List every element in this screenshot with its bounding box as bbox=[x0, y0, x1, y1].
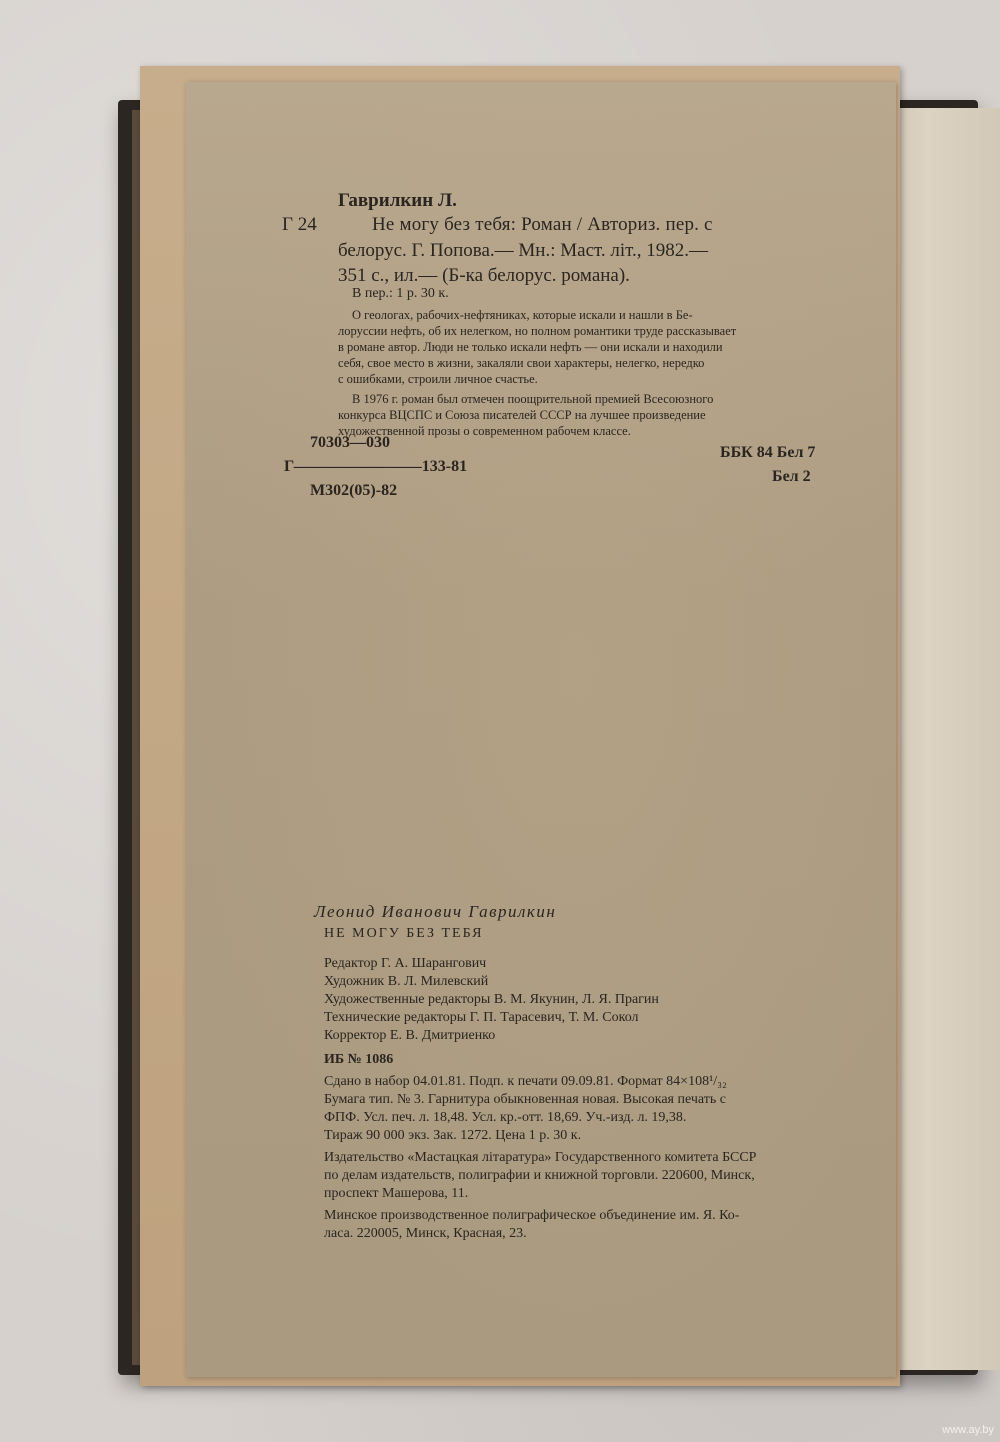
code-mid: Г————————133-81 bbox=[284, 458, 468, 475]
publisher-line: Издательство «Мастацкая літаратура» Государственного комитета БССР bbox=[324, 1150, 757, 1165]
annotation-line: с ошибками, строили личное счастье. bbox=[338, 372, 538, 386]
print-info-line: Сдано в набор 04.01.81. Подп. к печати 09.09.81. Формат 84×108¹/₃₂ bbox=[324, 1074, 727, 1089]
award-line: В 1976 г. роман был отмечен поощрительной премией Всесоюзного bbox=[352, 392, 714, 406]
credit-line: Художественные редакторы В. М. Якунин, Л. Я. Прагин bbox=[324, 992, 659, 1007]
credit-line: Редактор Г. А. Шарангович bbox=[324, 956, 487, 971]
publisher-line: проспект Машерова, 11. bbox=[324, 1186, 469, 1201]
printer-line: ласа. 220005, Минск, Красная, 23. bbox=[324, 1226, 527, 1241]
catalog-line-2: белорус. Г. Попова.— Мн.: Маст. літ., 1982.— bbox=[338, 240, 709, 261]
print-info-line: Бумага тип. № 3. Гарнитура обыкновенная новая. Высокая печать с bbox=[324, 1092, 726, 1107]
book-page bbox=[186, 82, 896, 1377]
credit-line: Художник В. Л. Милевский bbox=[324, 974, 489, 989]
bbk-index-1: ББК 84 Бел 7 bbox=[720, 444, 816, 461]
code-bottom: М302(05)-82 bbox=[310, 482, 398, 499]
print-info-line: ФПФ. Усл. печ. л. 18,48. Усл. кр.-отт. 18,69. Уч.-изд. л. 19,38. bbox=[324, 1110, 687, 1125]
award-line: конкурса ВЦСПС и Союза писателей СССР на лучшее произведение bbox=[338, 408, 706, 422]
printer-line: Минское производственное полиграфическое объединение им. Я. Ко- bbox=[324, 1208, 740, 1223]
annotation-line: в романе автор. Люди не только искали нефть — они искали и находили bbox=[338, 340, 723, 354]
catalog-line-1: Не могу без тебя: Роман / Авториз. пер. с bbox=[372, 214, 713, 235]
author-heading: Гаврилкин Л. bbox=[338, 190, 457, 211]
bbk-index-2: Бел 2 bbox=[772, 468, 811, 485]
print-info-line: Тираж 90 000 экз. Зак. 1272. Цена 1 р. 30 к. bbox=[324, 1128, 582, 1143]
annotation-line: лоруссии нефть, об их нелегком, но полном романтики труде рассказывает bbox=[338, 324, 737, 338]
catalog-line-3: 351 с., ил.— (Б-ка белорус. романа). bbox=[338, 265, 630, 286]
credit-line: Технические редакторы Г. П. Тарасевич, Т. М. Сокол bbox=[324, 1010, 639, 1025]
catalog-index: Г 24 bbox=[282, 214, 317, 235]
annotation-line: О геологах, рабочих-нефтяниках, которые искали и нашли в Бе- bbox=[352, 308, 693, 322]
colophon-author: Леонид Иванович Гаврилкин bbox=[314, 902, 557, 921]
catalog-price: В пер.: 1 р. 30 к. bbox=[352, 286, 449, 301]
credit-line: Корректор Е. В. Дмитриенко bbox=[324, 1028, 496, 1043]
code-top: 70303—030 bbox=[310, 434, 390, 451]
publisher-line: по делам издательств, полиграфии и книжной торговли. 220600, Минск, bbox=[324, 1168, 755, 1183]
site-watermark: www.ay.by bbox=[942, 1424, 994, 1436]
ib-number: ИБ № 1086 bbox=[324, 1052, 394, 1067]
award-line: художественной прозы о современном рабочем классе. bbox=[338, 424, 631, 438]
annotation-line: себя, свое место в жизни, закаляли свои характеры, нелегко, нередко bbox=[338, 356, 705, 370]
colophon-title: НЕ МОГУ БЕЗ ТЕБЯ bbox=[324, 926, 484, 941]
